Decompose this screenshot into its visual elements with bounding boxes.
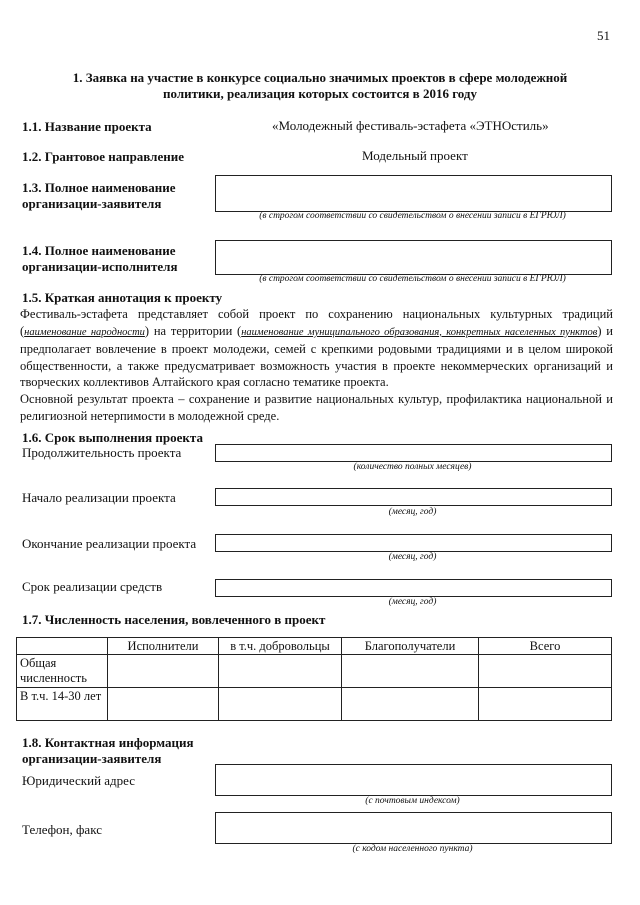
contact-info-label bbox=[22, 735, 194, 767]
annotation-paragraph-1 bbox=[20, 306, 613, 391]
legal-address-label: Юридический адрес bbox=[22, 773, 136, 788]
row-label-total: Общая численность bbox=[17, 655, 108, 688]
annotation-ethnicity-placeholder: наименование народности bbox=[24, 326, 145, 338]
table-cell[interactable] bbox=[108, 688, 219, 721]
annotation-part-2: ) на территории ( bbox=[144, 323, 242, 338]
title-line-1: 1. Заявка на участие в конкурсе социально значимых проектов в сфере молодежной bbox=[72, 70, 568, 85]
duration-field[interactable] bbox=[215, 444, 612, 462]
legal-address-field[interactable] bbox=[215, 764, 612, 796]
project-name-value: «Молодежный фестиваль-эстафета «ЭТНОстиль» bbox=[272, 118, 549, 133]
table-header-cell: Всего bbox=[479, 638, 612, 655]
population-label: 1.7. Численность населения, вовлеченного в проект bbox=[22, 612, 326, 627]
annotation-part-1: Фестиваль-эстафета представляет собой проект по сохранению национальных культурных традиций ( bbox=[20, 307, 613, 338]
table-row bbox=[17, 688, 612, 721]
funds-field[interactable] bbox=[215, 579, 612, 597]
table-header-cell: Исполнители bbox=[108, 638, 219, 655]
phone-fax-field[interactable] bbox=[215, 812, 612, 844]
annotation-part-3: ) и предполагает вовлечение в проект молодежи, семей с крепкими родовыми традициями и в целом широкой общественности, а также предусматривает возможность участия в проекте некоммерческих организаций и творческих коллективов Алтайского края согласно тематике проекта. bbox=[20, 323, 613, 390]
project-name-label: 1.1. Название проекта bbox=[22, 119, 152, 134]
end-hint: (месяц, год) bbox=[388, 552, 437, 562]
table-header-cell: Благополучатели bbox=[342, 638, 479, 655]
title-line-2: политики, реализация которых состоится в 2016 году bbox=[163, 86, 477, 101]
table-header-row bbox=[17, 638, 612, 655]
annotation-text bbox=[20, 306, 613, 424]
annotation-paragraph-2: Основной результат проекта – сохранение и развитие национальных культур, профилактика национальной и религиозной нетерпимости в молодежной среде. bbox=[20, 391, 613, 423]
annotation-municipality-placeholder: наименование муниципального образования, конкретных населенных пунктов bbox=[241, 326, 598, 338]
phone-fax-label: Телефон, факс bbox=[22, 822, 102, 837]
executor-org-label-line2: организации-исполнителя bbox=[22, 259, 178, 274]
table-cell[interactable] bbox=[479, 655, 612, 688]
table-cell[interactable] bbox=[219, 655, 342, 688]
end-field[interactable] bbox=[215, 534, 612, 552]
start-label: Начало реализации проекта bbox=[22, 490, 176, 505]
duration-label: Продолжительность проекта bbox=[22, 445, 182, 460]
table-cell[interactable] bbox=[108, 655, 219, 688]
applicant-org-label-line1: 1.3. Полное наименование bbox=[22, 180, 176, 195]
term-label: 1.6. Срок выполнения проекта bbox=[22, 430, 203, 445]
table-cell[interactable] bbox=[219, 688, 342, 721]
phone-fax-hint: (с кодом населенного пункта) bbox=[352, 844, 473, 854]
contact-info-label-line2: организации-заявителя bbox=[22, 751, 162, 766]
annotation-label: 1.5. Краткая аннотация к проекту bbox=[22, 290, 223, 305]
form-title bbox=[40, 70, 600, 102]
contact-info-label-line1: 1.8. Контактная информация bbox=[22, 735, 194, 750]
applicant-org-hint: (в строгом соответствии со свидетельством о внесении записи в ЕГРЮЛ) bbox=[259, 211, 566, 221]
table-cell[interactable] bbox=[342, 655, 479, 688]
executor-org-label-line1: 1.4. Полное наименование bbox=[22, 243, 176, 258]
grant-direction-label: 1.2. Грантовое направление bbox=[22, 149, 184, 164]
applicant-org-field[interactable] bbox=[215, 175, 612, 212]
table-header-cell: в т.ч. добровольцы bbox=[219, 638, 342, 655]
start-field[interactable] bbox=[215, 488, 612, 506]
population-table bbox=[16, 637, 612, 721]
table-header-cell bbox=[17, 638, 108, 655]
table-cell[interactable] bbox=[479, 688, 612, 721]
row-label-youth: В т.ч. 14-30 лет bbox=[17, 688, 108, 721]
funds-hint: (месяц, год) bbox=[388, 597, 437, 607]
funds-label: Срок реализации средств bbox=[22, 579, 163, 594]
executor-org-field[interactable] bbox=[215, 240, 612, 275]
legal-address-hint: (с почтовым индексом) bbox=[365, 796, 460, 806]
table-row bbox=[17, 655, 612, 688]
executor-org-label bbox=[22, 243, 177, 275]
applicant-org-label bbox=[22, 180, 176, 212]
page-number: 51 bbox=[597, 28, 610, 43]
end-label: Окончание реализации проекта bbox=[22, 536, 197, 551]
applicant-org-label-line2: организации-заявителя bbox=[22, 196, 162, 211]
duration-hint: (количество полных месяцев) bbox=[353, 462, 472, 472]
executor-org-hint: (в строгом соответствии со свидетельством о внесении записи в ЕГРЮЛ) bbox=[259, 274, 566, 284]
table-cell[interactable] bbox=[342, 688, 479, 721]
start-hint: (месяц, год) bbox=[388, 507, 437, 517]
grant-direction-value: Модельный проект bbox=[362, 148, 468, 163]
